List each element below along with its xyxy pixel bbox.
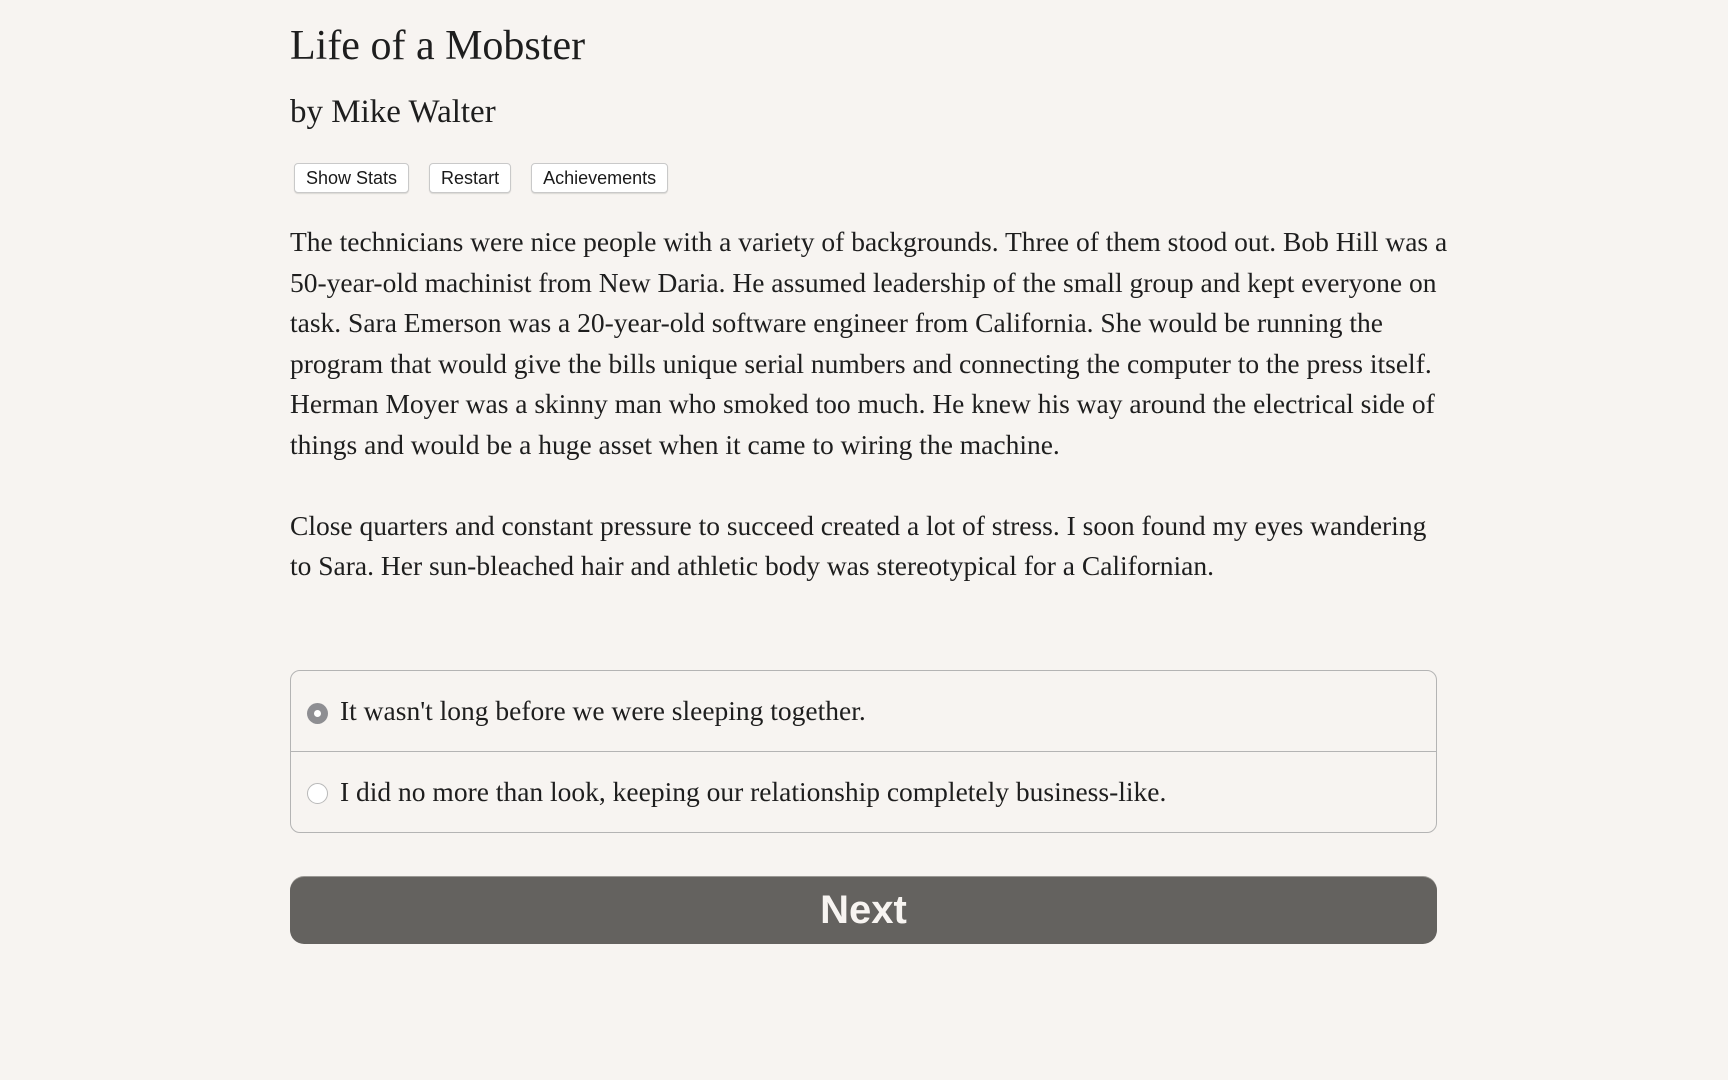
next-button[interactable]: Next: [290, 877, 1437, 944]
choice-option-1[interactable]: [291, 671, 1436, 751]
game-author: by Mike Walter: [290, 94, 496, 130]
choice-list: [290, 670, 1437, 833]
radio-unselected-icon[interactable]: [307, 783, 328, 804]
choice-option-2[interactable]: [291, 751, 1436, 831]
toolbar: [294, 163, 668, 193]
radio-selected-icon[interactable]: [307, 703, 328, 724]
story-paragraph: Close quarters and constant pressure to succeed created a lot of stress. I soon found my eyes wandering to Sara. Her sun-bleached hair and athletic body was stereotypical for a Californian.: [290, 509, 1427, 581]
game-title: Life of a Mobster: [290, 23, 586, 69]
story-text: [290, 222, 1450, 627]
story-paragraph: The technicians were nice people with a variety of backgrounds. Three of them stood out. Bob Hill was a 50-year-old machinist from New Daria. He assumed leadership of the small group and kept everyone on task. Sara Emerson was a 20-year-old software engineer from California. She would be running the program that would give the bills unique serial numbers and connecting the computer to the press itself. Herman Moyer was a skinny man who smoked too much. He knew his way around the electrical side of things and would be a huge asset when it came to wiring the machine.: [290, 226, 1448, 460]
show-stats-button[interactable]: Show Stats: [294, 163, 409, 193]
choice-label: I did no more than look, keeping our relationship completely business-like.: [340, 775, 1167, 807]
achievements-button[interactable]: Achievements: [531, 163, 668, 193]
choice-label: It wasn't long before we were sleeping together.: [340, 695, 866, 726]
restart-button[interactable]: Restart: [429, 163, 511, 193]
